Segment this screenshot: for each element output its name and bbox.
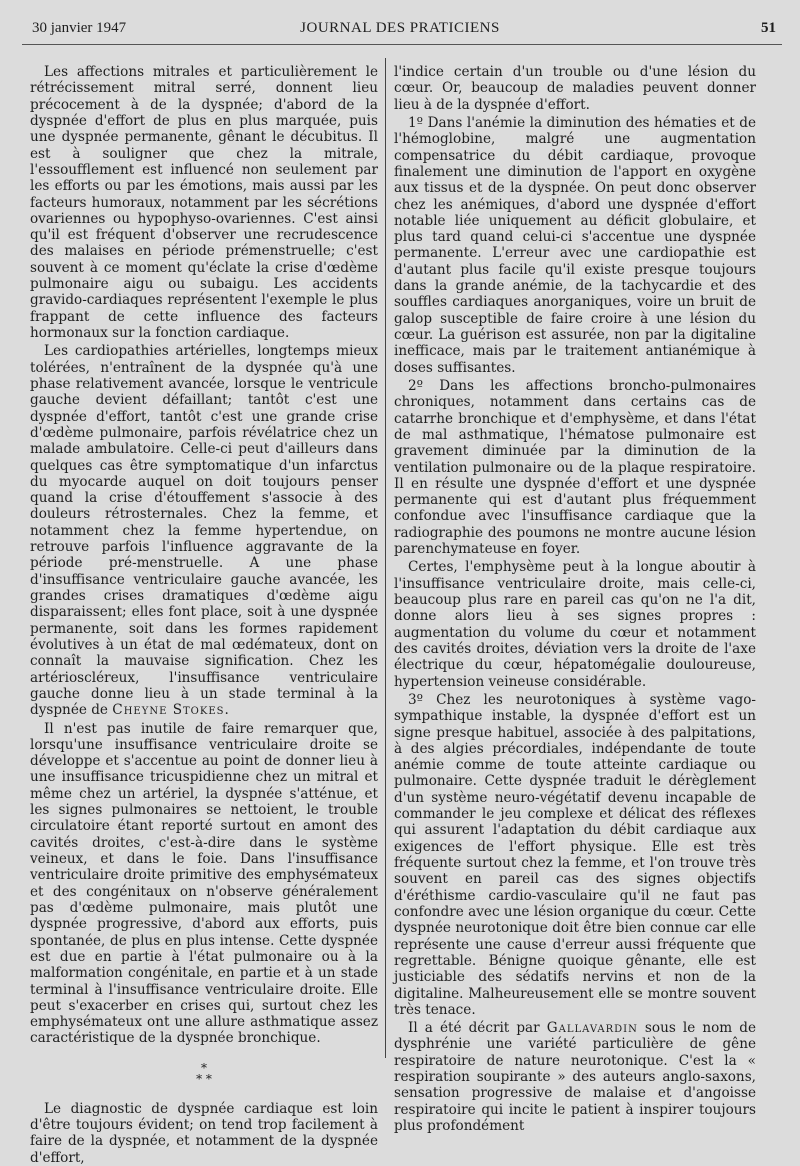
paragraph-neurotonic: 3º Chez les neurotoniques à système vago-sympathique instable, la dyspnée d'effort est un signe presque habituel, associée à des palpitations, à des algies précordiales, indépendante de toute anémie comme de toute atteinte cardiaque ou pulmonaire. Cette dyspnée traduit le dérèglement d'un système neuro-végétatif devenu incapable de commander le jeu complexe et délicat des réflexes qui assurent l'adaptation du débit cardiaque aux exigences de l'effort physique. Elle est très fréquente surtout chez la femme, et l'on trouve très souvent en pareil cas des signes objectifs d'éréthisme cardio-vasculaire qu'il ne faut pas confondre avec une lésion organique du cœur. Cette dyspnée neurotonique doit être bien connue car elle représente une cause d'erreur aussi fréquente que regrettable. Bénigne quoique gênante, elle est justiciable des sédatifs nervins et non de la digitaline. Malheureusement elle se montre souvent très tenace. xyxy=(394,691,756,1018)
header-rule xyxy=(22,44,782,45)
right-column xyxy=(394,64,756,1134)
paragraph-right-ventricle: Il n'est pas inutile de faire remarquer que, lorsqu'une insuffisance ventriculaire droite se développe et s'accentue au point de donner lieu à une insuffisance tricuspidienne chez un mitral et même chez un artériel, la dyspnée s'atténue, et les signes pulmonaires se nettoient, le trouble circulatoire étant reporté surtout en amont des cavités droites, c'est-à-dire dans le système veineux, et dans le foie. Dans l'insuffisance ventriculaire droite primitive des emphysémateux et des congénitaux on n'observe généralement pas d'œdème pulmonaire, mais plutôt une dyspnée progressive, d'abord aux efforts, puis spontanée, de plus en plus intense. Cette dyspnée est due en partie à l'état pulmonaire ou à la malformation congénitale, en partie et à un stade terminal à l'insuffisance ventriculaire droite. Elle peut s'exacerber en crises qui, surtout chez les emphysémateux ont une allure asthmatique assez caractéristique de la dyspnée bronchique. xyxy=(30,720,378,1047)
paragraph-mitral: Les affections mitrales et particulièrement le rétrécissement mitral serré, donnent lieu précocement à de la dyspnée; d'abord de la dyspnée d'effort de plus en plus marquée, puis une dyspnée permanente, gênant le décubitus. Il est à souligner que chez la mitrale, l'essoufflement est influencé non seulement par les efforts ou par les émotions, mais aussi par les facteurs humoraux, notamment par les sécrétions ovariennes ou hypophyso-ovariennes. C'est ainsi qu'il est fréquent d'observer une recrudescence des malaises en période prémenstruelle; c'est souvent à ce moment qu'éclate la crise d'œdème pulmonaire aigu ou subaigu. Les accidents gravido-cardiaques représentent l'exemple le plus frappant de cette influence des facteurs hormonaux sur la fonction cardiaque. xyxy=(30,64,378,341)
paragraph-dysphrenia-start: Il a été décrit par xyxy=(408,1020,547,1037)
paragraph-continuation: l'indice certain d'un trouble ou d'une lésion du cœur. Or, beaucoup de maladies peuvent donner lieu à de la dyspnée d'effort. xyxy=(394,64,756,113)
running-header xyxy=(0,16,800,42)
paragraph-arterial-text: Les cardiopathies artérielles, longtemps mieux tolérées, n'entraînent de la dyspnée qu'à une phase relativement avancée, lorsque le ventricule gauche devient défaillant; tantôt c'est une dyspnée d'effort, tantôt c'est une grande crise d'œdème pulmonaire, parfois révélatrice chez un malade ambulatoire. Celle-ci peut d'ailleurs dans quelques cas être symptomatique d'un infarctus du myocarde auquel on doit toujours penser quand la crise d'étouffement s'associe à des douleurs rétrosternales. Chez la femme, et notamment chez la femme hypertendue, on retrouve parfois l'influence aggravante de la période pré-menstruelle. A une phase d'insuffisance ventriculaire gauche avancée, les grandes crises dramatiques d'œdème aigu disparaissent; elles font place, soit à une dyspnée permanente, soit dans les formes rapidement évolutives à un état de mal œdémateux, dont on connaît la mauvaise signification. Chez les artérioscléreux, l'insuffisance ventriculaire gauche donne lieu à un stade terminal à la dyspnée de xyxy=(30,343,378,719)
header-journal-title: JOURNAL DES PRATICIENS xyxy=(300,20,500,36)
header-page-number: 51 xyxy=(761,20,776,36)
paragraph-emphysema: Certes, l'emphysème peut à la longue aboutir à l'insuffisance ventriculaire droite, mais celle-ci, beaucoup plus rare en pareil cas qu'on ne l'a dit, donne alors lieu à ses signes propres : augmentation du volume du cœur et notamment des cavités droites, déviation vers la droite de l'axe électrique du cœur, hépatomégalie douloureuse, hypertension veineuse considérable. xyxy=(394,559,756,690)
author-name-cheyne-stokes: Cheyne Stokes xyxy=(112,702,225,719)
paragraph-dysphrenia-text: sous le nom de dysphrénie une variété particulière de gêne respiratoire de nature neurotonique. C'est la « respiration soupirante » des auteurs anglo-saxons, sensation progressive de malaise et d'angoisse respiratoire qui incite le patient à inspirer toujours plus profondément xyxy=(394,1020,757,1134)
header-date: 30 janvier 1947 xyxy=(32,20,127,36)
author-name-gallavardin: Gallavardin xyxy=(546,1020,638,1037)
paragraph-bronchopulmonary: 2º Dans les affections broncho-pulmonaires chroniques, notamment dans certains cas de catarrhe bronchique et d'emphysème, et dans l'état de mal asthmatique, l'hématose pulmonaire est gravement diminuée par la diminution de la ventilation pulmonaire ou de la plaque respiratoire. Il en résulte une dyspnée d'effort et une dyspnée permanente qui est d'autant plus fréquemment confondue avec l'insuffisance cardiaque que la radiographie des poumons ne montre aucune lésion parenchymateuse en foyer. xyxy=(394,377,756,558)
separator-star-top: * xyxy=(201,1060,207,1075)
paragraph-dysphrenia xyxy=(394,1020,756,1134)
paragraph-arterial-end: . xyxy=(224,702,229,719)
separator-stars-bottom: * * xyxy=(196,1071,212,1086)
column-divider xyxy=(385,58,386,1058)
section-separator xyxy=(30,1060,378,1086)
paragraph-arterial xyxy=(30,343,378,718)
left-column xyxy=(30,64,378,1166)
paragraph-anemia: 1º Dans l'anémie la diminution des hématies et de l'hémoglobine, malgré une augmentation compensatrice du débit cardiaque, provoque finalement une diminution de l'apport en oxygène aux tissus et de la dyspnée. On peut donc observer chez les anémiques, d'abord une dyspnée d'effort notable liée uniquement au déficit globulaire, et plus tard quand celui-ci s'accentue une dyspnée permanente. L'erreur avec une cardiopathie est d'autant plus facile qu'il existe presque toujours dans la grande anémie, de la tachycardie et des souffles cardiaques anorganiques, voire un bruit de galop susceptible de faire croire à une lésion du cœur. La guérison est assurée, non par la digitaline inefficace, mais par le traitement antianémique à doses suffisantes. xyxy=(394,114,756,376)
paragraph-diagnosis: Le diagnostic de dyspnée cardiaque est loin d'être toujours évident; on tend trop facilement à faire de la dyspnée, et notamment de la dyspnée d'effort, xyxy=(30,1100,378,1166)
